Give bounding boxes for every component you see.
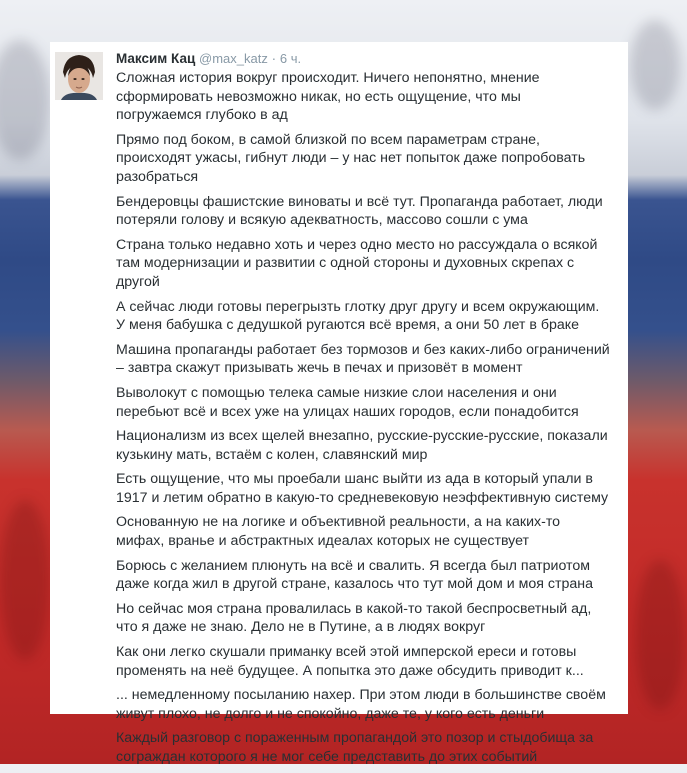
tweet-text: Сложная история вокруг происходит. Ничего непонятно, мнение сформировать невозможно никак, но есть ощущение, что мы погружаемся глубоко в ад	[116, 70, 540, 124]
avatar[interactable]	[55, 52, 103, 100]
tweet-text: ... немедленному посыланию нахер. При этом люди в большинстве своём живут плохо, не долго и не спокойно, даже те, у кого есть деньги	[116, 687, 606, 722]
background-stain	[0, 500, 50, 660]
header-separator: ·	[271, 51, 277, 66]
tweet-text: Каждый разговор с пораженным пропагандой это позор и стыдобища за сограждан которого я не мог себе представить до этих событий	[116, 730, 594, 765]
tweet-thread-card	[50, 42, 628, 765]
tweet-header	[116, 50, 614, 68]
background-stain	[0, 40, 50, 160]
tweet-text: Основанную не на логике и объективной реальности, а на каких-то мифах, вранье и абстрактных идеалах которых не существует	[116, 514, 561, 550]
background-stain	[635, 560, 685, 710]
tweet-text: А сейчас люди готовы перегрызть глотку друг другу и всем окружающим. У меня бабушка с дедушкой ругаются всё время, а они 50 лет в браке	[116, 298, 600, 334]
tweet-text: Есть ощущение, что мы проебали шанс выйти из ада в который упали в 1917 и летим обратно в какую-то средневековую неэффективную систему	[116, 471, 609, 506]
tweet-text: Борюсь с желанием плюнуть на всё и свалить. Я всегда был патриотом даже когда жил в другой стране, казалось что тут мой дом и моя страна	[116, 557, 593, 593]
tweet-text: Как они легко скушали приманку всей этой имперской ереси и готовы променять на неё будущее. А попытка это даже обсудить приводит к...	[116, 644, 584, 679]
tweet-text: Выволокут с помощью телека самые низкие слои населения и они перебьют всё и всех уже на улицах наших городов, если понадобится	[116, 384, 579, 420]
author-handle[interactable]: @max_katz	[199, 51, 268, 66]
tweet-text: Но сейчас моя страна провалилась в какой-то такой беспросветный ад, что я даже не знаю. Дело не в Путине, а в людях вокруг	[116, 600, 592, 636]
tweet-text: Бендеровцы фашистские виноваты и всё тут. Пропаганда работает, люди потеряли голову и всякую адекватность, массово сошли с ума	[116, 193, 603, 229]
tweet-text: Машина пропаганды работает без тормозов и без каких-либо ограничений – завтра скажут призывать жечь в печах и призовёт в момент	[116, 341, 610, 377]
background-stain	[630, 20, 680, 110]
tweet-content	[116, 50, 614, 773]
author-name[interactable]: Максим Кац	[116, 51, 196, 66]
tweet-text: Прямо под боком, в самой близкой по всем параметрам стране, происходят ужасы, гибнут люди – у нас нет попыток даже попробовать разобраться	[116, 131, 586, 185]
tweet-text: Страна только недавно хоть и через одно место но рассуждала о всякой там модернизации и развитии с одной стороны и духовных скрепах с другой	[116, 236, 598, 290]
tweet-text: Национализм из всех щелей внезапно, русские-русские-русские, показали кузькину мать, встаём с колен, славянский мир	[116, 428, 608, 463]
tweet-timestamp[interactable]: 6 ч.	[279, 51, 302, 66]
